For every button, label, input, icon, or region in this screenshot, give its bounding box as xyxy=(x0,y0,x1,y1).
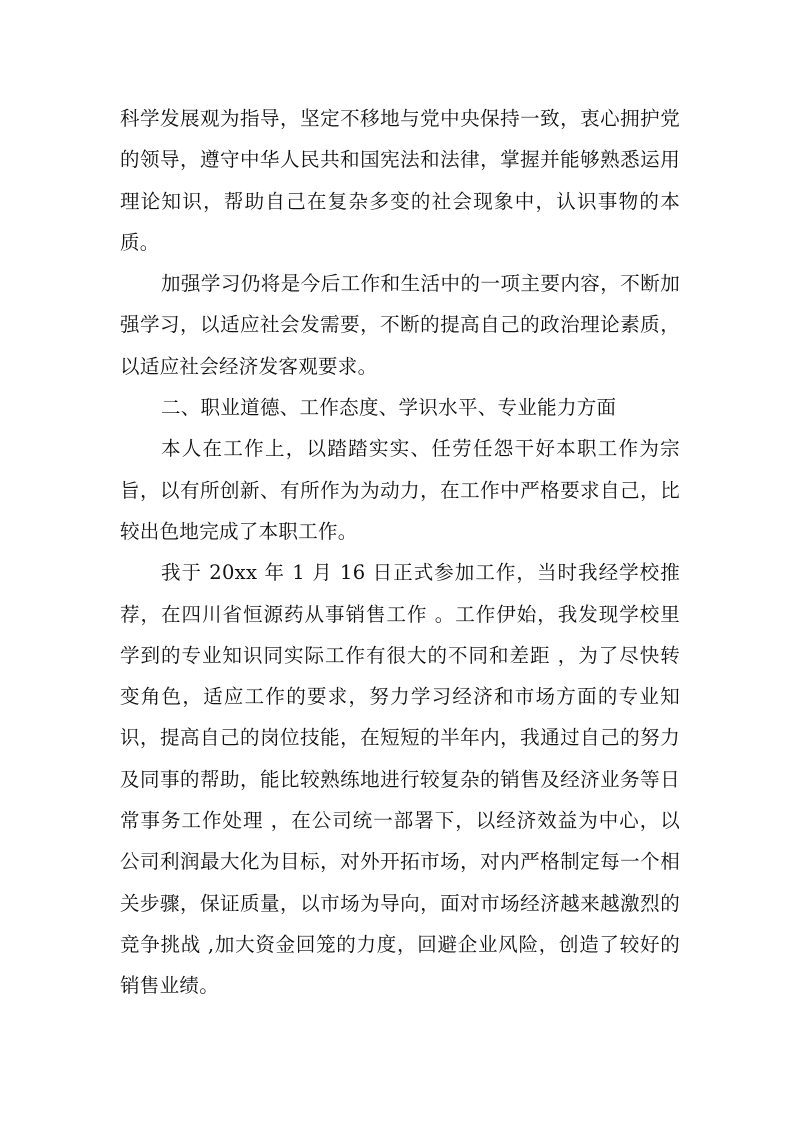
paragraph: 科学发展观为指导，坚定不移地与党中央保持一致，衷心拥护党的领导，遵守中华人民共和国宪法和法律，掌握并能够熟悉运用理论知识，帮助自己在复杂多变的社会现象中，认识事物的本质。 xyxy=(120,107,680,254)
section-heading: 二、职业道德、工作态度、学识水平、专业能力方面 xyxy=(160,396,617,420)
paragraph: 我于 20xx 年 1 月 16 日正式参加工作，当时我经学校推荐，在四川省恒源药从事销售工作 。工作伊始，我发现学校里学到的专业知识同实际工作有很大的不同和差距 ，为了尽快转变角色，适应工作的要求，努力学习经济和市场方面的专业知识，提高自己的岗位技能，在短短的半年内，我通过自己的努力及同事的帮助，能比较熟练地进行较复杂的销售及经济业务等日常事务工作处理 ，在公司统一部署下，以经济效益为中心，以公司利润最大化为目标，对外开拓市场，对内严格制定每一个相关步骤，保证质量，以市场为导向，面对市场经济越来越激烈的竞争挑战 ,加大资金回笼的力度，回避企业风险，创造了较好的销售业绩。 xyxy=(120,561,680,998)
paragraph: 本人在工作上，以踏踏实实、任劳任怨干好本职工作为宗旨，以有所创新、有所作为为动力，在工作中严格要求自己，比较出色地完成了本职工作。 xyxy=(120,437,680,543)
document-body xyxy=(120,98,680,1007)
paragraph: 加强学习仍将是今后工作和生活中的一项主要内容，不断加强学习，以适应社会发需要，不断的提高自己的政治理论素质，以适应社会经济发客观要求。 xyxy=(120,272,680,378)
